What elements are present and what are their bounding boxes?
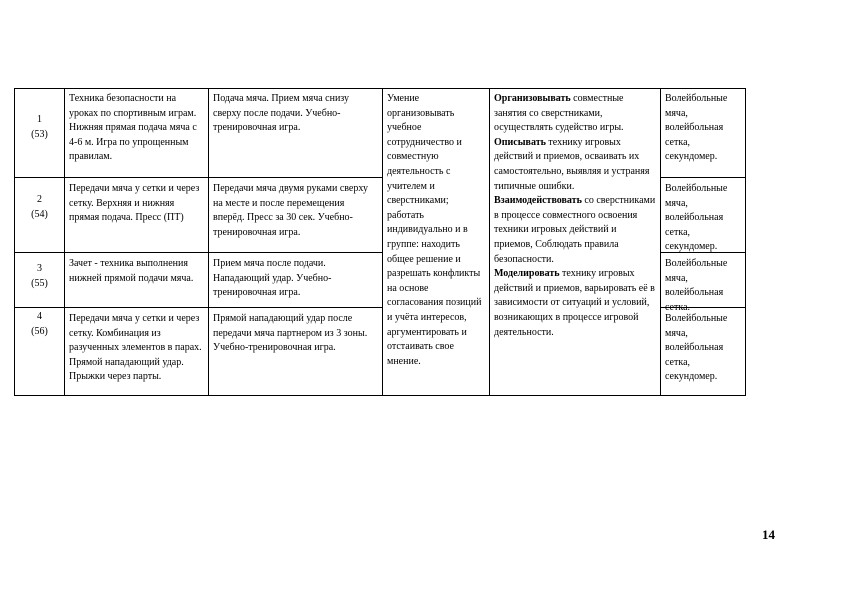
activities-cell [490, 88, 660, 395]
activity-text: совместные занятия со сверстниками, осуществлять судейство игры. [494, 93, 624, 134]
topic-cell: Передачи мяча у сетки и через сетку. Комбинация из разученных элементов в парах. Прямой нападающий удар. Прыжки через парты. [69, 313, 202, 383]
topic-cell: Зачет - техника выполнения нижней прямой подачи мяча. [69, 258, 194, 284]
row-number: 4 [37, 311, 42, 322]
content-cell: Прием мяча после подачи. Нападающий удар. Учебно-тренировочная игра. [213, 258, 332, 299]
activity-verb: Описывать [494, 136, 546, 148]
topic-cell: Передачи мяча у сетки и через сетку. Верхняя и нижняя прямая подача. Пресс (ПТ) [69, 183, 200, 224]
activity-text: со сверстниками в процессе совместного освоения техники игровых действий и приемов, Соблюдать правила безопасности. [494, 195, 656, 265]
activity-text: технику игровых действий и приемов, варьировать её в зависимости от ситуаций и условий, возникающих в процессе игровой деятельности. [494, 268, 655, 338]
lesson-number: (55) [31, 277, 48, 289]
equipment-cell: Волейбольные мяча, волейбольная сетка, секундомер. [665, 183, 728, 253]
lesson-number: (53) [31, 128, 48, 140]
content-cell: Передачи мяча двумя руками сверху на месте и после перемещения вперёд. Пресс за 30 сек. Учебно-тренировочная игра. [213, 183, 368, 238]
activity-verb: Организовывать [494, 93, 571, 104]
personal-results-cell: Умение организовывать учебное сотрудничество и совместную деятельность с учителем и сверстниками; работать индивидуально и в группе: находить общее решение и разрешать конфликты на основе согласования позиций и учёта интересов, аргументировать и отстаивать свое мнение. [387, 93, 482, 367]
activity-verb: Взаимодействовать [494, 195, 582, 207]
table-border-bottom [14, 395, 746, 396]
table-row [15, 105, 64, 177]
topic-cell: Техника безопасности на уроках по спортивным играм. Нижняя прямая подача мяча с 4-6 м. Игра по упрощенным правилам. [69, 93, 197, 163]
content-cell: Прямой нападающий удар после передачи мяча партнером из 3 зоны. Учебно-тренировочная игра. [213, 313, 368, 354]
table-row [15, 254, 64, 307]
content-cell: Подача мяча. Прием мяча снизу сверху после подачи. Учебно-тренировочная игра. [213, 93, 350, 134]
table-row [15, 185, 64, 252]
table-row [15, 308, 64, 395]
page-number: 14 [762, 527, 775, 542]
row-number: 2 [37, 194, 42, 205]
lesson-number: (54) [31, 208, 48, 220]
lesson-number: (56) [31, 325, 48, 337]
activity-verb: Моделировать [494, 268, 560, 280]
activity-text: технику игровых действий и приемов, осваивать их самостоятельно, выявляя и устраняя типичные ошибки. [494, 136, 650, 192]
table-border-right [745, 88, 746, 396]
row-number: 1 [37, 114, 42, 125]
lesson-plan-table [14, 88, 746, 396]
equipment-cell: Волейбольные мяча, волейбольная сетка, секундомер. [665, 93, 728, 163]
row-number: 3 [37, 263, 42, 274]
equipment-cell: Волейбольные мяча, волейбольная сетка. [665, 258, 728, 313]
equipment-cell: Волейбольные мяча, волейбольная сетка, секундомер. [665, 313, 728, 383]
